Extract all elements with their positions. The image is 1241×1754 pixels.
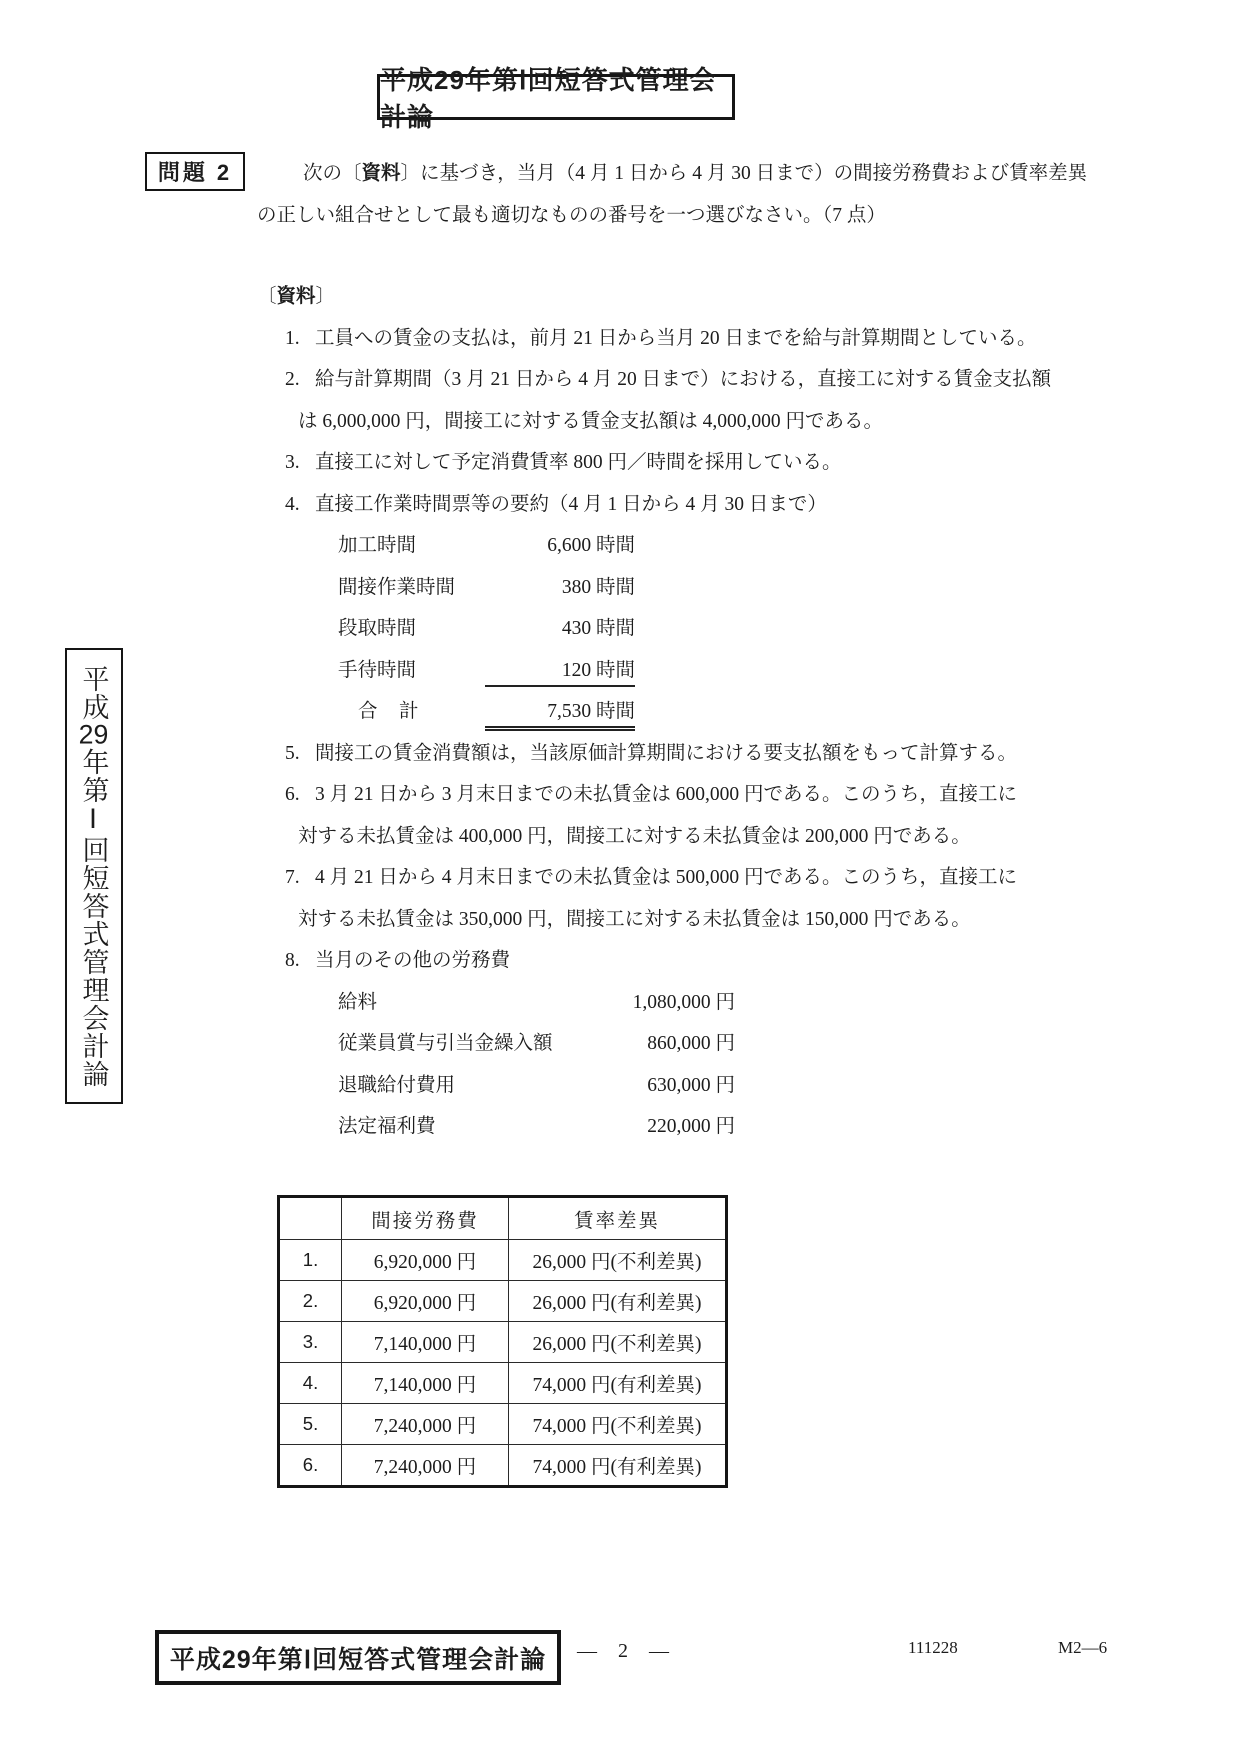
header-wage-rate-variance: 賃率差異 (509, 1197, 727, 1240)
variance-value: 26,000 円(不利差異) (509, 1240, 727, 1281)
content-column (257, 153, 1088, 1148)
item-text: 給与計算期間（3 月 21 日から 4 月 20 日まで）における，直接工に対する賃金支払額 (315, 369, 1052, 390)
indirect-labor-value: 6,920,000 円 (342, 1240, 509, 1281)
shiryo-item-7 (257, 857, 1057, 899)
side-title-part: 平成 (78, 664, 109, 721)
header-blank (279, 1197, 342, 1240)
item-number: 8. (285, 950, 300, 971)
item-number: 4. (285, 493, 300, 515)
problem-statement-line1 (257, 153, 1088, 195)
shiryo-item-5 (257, 733, 1057, 775)
shiryo-item-8 (257, 940, 1057, 982)
time-row-indirect-work (338, 567, 635, 609)
option-number: 2. (279, 1281, 342, 1322)
labor-value: 220,000 円 (647, 1116, 735, 1137)
statement-text: 〕に基づき，当月（4 月 1 日から 4 月 30 日まで）の間接労務費および賃率差異 (400, 163, 1088, 184)
side-title-part: 年第Ⅰ回短答式管理会計論 (78, 747, 109, 1088)
labor-label: 従業員賞与引当金繰入額 (338, 1033, 553, 1054)
table-row (279, 1363, 727, 1404)
item-number: 7. (285, 867, 300, 888)
option-number: 4. (279, 1363, 342, 1404)
page-title: 平成29年第Ⅰ回短答式管理会計論 (380, 65, 717, 132)
shiryo-item-3 (257, 442, 1057, 484)
labor-row-retirement (338, 1065, 735, 1107)
shiryo-heading (257, 276, 1057, 318)
other-labor-costs (338, 982, 735, 1148)
side-title-year-digits: 29 (78, 720, 109, 748)
item-text: 3 月 21 日から 3 月末日までの未払賃金は 600,000 円である。このうち，直接工に (315, 784, 1018, 805)
doc-code-left: 111228 (908, 1638, 958, 1657)
shiryo-item-2-continued: は 6,000,000 円，間接工に対する賃金支払額は 4,000,000 円である。 (298, 410, 884, 432)
labor-value: 630,000 円 (647, 1074, 735, 1096)
statement-emphasis: 資料 (361, 162, 401, 184)
answer-options-table (277, 1195, 728, 1488)
time-row-setup (338, 608, 635, 650)
table-row (279, 1445, 727, 1487)
item-text: 直接工作業時間票等の要約（4 月 1 日から 4 月 30 日まで） (315, 493, 827, 515)
shiryo-item-6 (257, 774, 1057, 816)
footer-title: 平成29年第Ⅰ回短答式管理会計論 (169, 1645, 547, 1674)
option-number: 5. (279, 1404, 342, 1445)
shiryo-item-7-continued: 対する未払賃金は 350,000 円，間接工に対する未払賃金は 150,000 円である。 (298, 908, 971, 930)
variance-value: 26,000 円(不利差異) (509, 1322, 727, 1363)
side-title (75, 665, 114, 1088)
problem-number-label: 問題 2 (157, 160, 233, 185)
item-number: 1. (285, 327, 300, 349)
labor-label: 法定福利費 (338, 1116, 436, 1137)
variance-value: 26,000 円(有利差異) (509, 1281, 727, 1322)
total-label: 合 計 (358, 701, 420, 722)
shiryo-item-4 (257, 484, 1057, 526)
item-number: 3. (285, 452, 300, 473)
time-label: 段取時間 (338, 618, 417, 639)
page-number-value: 2 (618, 1639, 628, 1662)
table-row (279, 1281, 727, 1322)
side-vertical-title-box (65, 648, 123, 1104)
labor-value: 1,080,000 円 (632, 991, 735, 1013)
time-label: 手待時間 (338, 659, 417, 681)
labor-value: 860,000 円 (647, 1033, 735, 1054)
indirect-labor-value: 7,240,000 円 (342, 1445, 509, 1487)
time-label: 間接作業時間 (338, 576, 456, 598)
item-text: 当月のその他の労務費 (315, 950, 511, 971)
labor-row-welfare (338, 1106, 735, 1148)
time-value: 430 時間 (561, 618, 635, 639)
shiryo-item-6-continued: 対する未払賃金は 400,000 円，間接工に対する未払賃金は 200,000 円である。 (298, 825, 971, 847)
time-row-idle (338, 650, 635, 692)
time-value-underlined: 120 時間 (485, 650, 635, 687)
item-number: 5. (285, 742, 300, 764)
option-number: 6. (279, 1445, 342, 1487)
labor-row-salary (338, 982, 735, 1024)
shiryo-title: 資料 (276, 285, 316, 307)
indirect-labor-value: 6,920,000 円 (342, 1281, 509, 1322)
time-label: 加工時間 (338, 535, 417, 556)
shiryo-item-2 (257, 359, 1057, 401)
table-header-row (279, 1197, 727, 1240)
indirect-labor-value: 7,140,000 円 (342, 1322, 509, 1363)
item-number: 2. (285, 369, 300, 390)
option-number: 3. (279, 1322, 342, 1363)
bracket: 〔 (257, 286, 277, 307)
item-text: 間接工の賃金消費額は，当該原価計算期間における要支払額をもって計算する。 (315, 742, 1018, 764)
page-title-box (377, 65, 735, 132)
indirect-labor-value: 7,140,000 円 (342, 1363, 509, 1404)
shiryo-item-1 (257, 318, 1057, 360)
page-number-dash: — (577, 1639, 597, 1662)
time-value: 380 時間 (561, 576, 635, 598)
labor-row-bonus-provision (338, 1023, 735, 1065)
variance-value: 74,000 円(有利差異) (509, 1363, 727, 1404)
item-text: 4 月 21 日から 4 月末日までの未払賃金は 500,000 円である。このうち，直接工に (315, 867, 1018, 888)
page-number (577, 1636, 669, 1666)
table-row (279, 1322, 727, 1363)
time-value: 6,600 時間 (547, 535, 635, 556)
statement-text: 次の〔 (303, 163, 362, 184)
problem-statement-line2: の正しい組合せとして最も適切なものの番号を一つ選びなさい。（7 点） (257, 204, 886, 226)
problem-number-box (145, 152, 245, 191)
table-row (279, 1240, 727, 1281)
item-text: 直接工に対して予定消費賃率 800 円／時間を採用している。 (315, 452, 842, 473)
option-number: 1. (279, 1240, 342, 1281)
time-row-machining (338, 525, 635, 567)
header-indirect-labor-cost: 間接労務費 (342, 1197, 509, 1240)
footer-title-box (155, 1630, 561, 1685)
total-value-double-underlined: 7,530 時間 (485, 691, 635, 731)
indirect-labor-value: 7,240,000 円 (342, 1404, 509, 1445)
work-time-summary (338, 525, 635, 733)
table-row (279, 1404, 727, 1445)
item-number: 6. (285, 784, 300, 805)
labor-label: 給料 (338, 991, 378, 1013)
labor-label: 退職給付費用 (338, 1074, 456, 1096)
variance-value: 74,000 円(不利差異) (509, 1404, 727, 1445)
variance-value: 74,000 円(有利差異) (509, 1445, 727, 1487)
time-row-total (338, 691, 635, 733)
doc-code-right: M2—6 (1058, 1638, 1108, 1657)
item-text: 工員への賃金の支払は，前月 21 日から当月 20 日までを給与計算期間としている。 (315, 327, 1037, 349)
page-number-dash: — (649, 1639, 669, 1662)
bracket: 〕 (315, 286, 336, 307)
